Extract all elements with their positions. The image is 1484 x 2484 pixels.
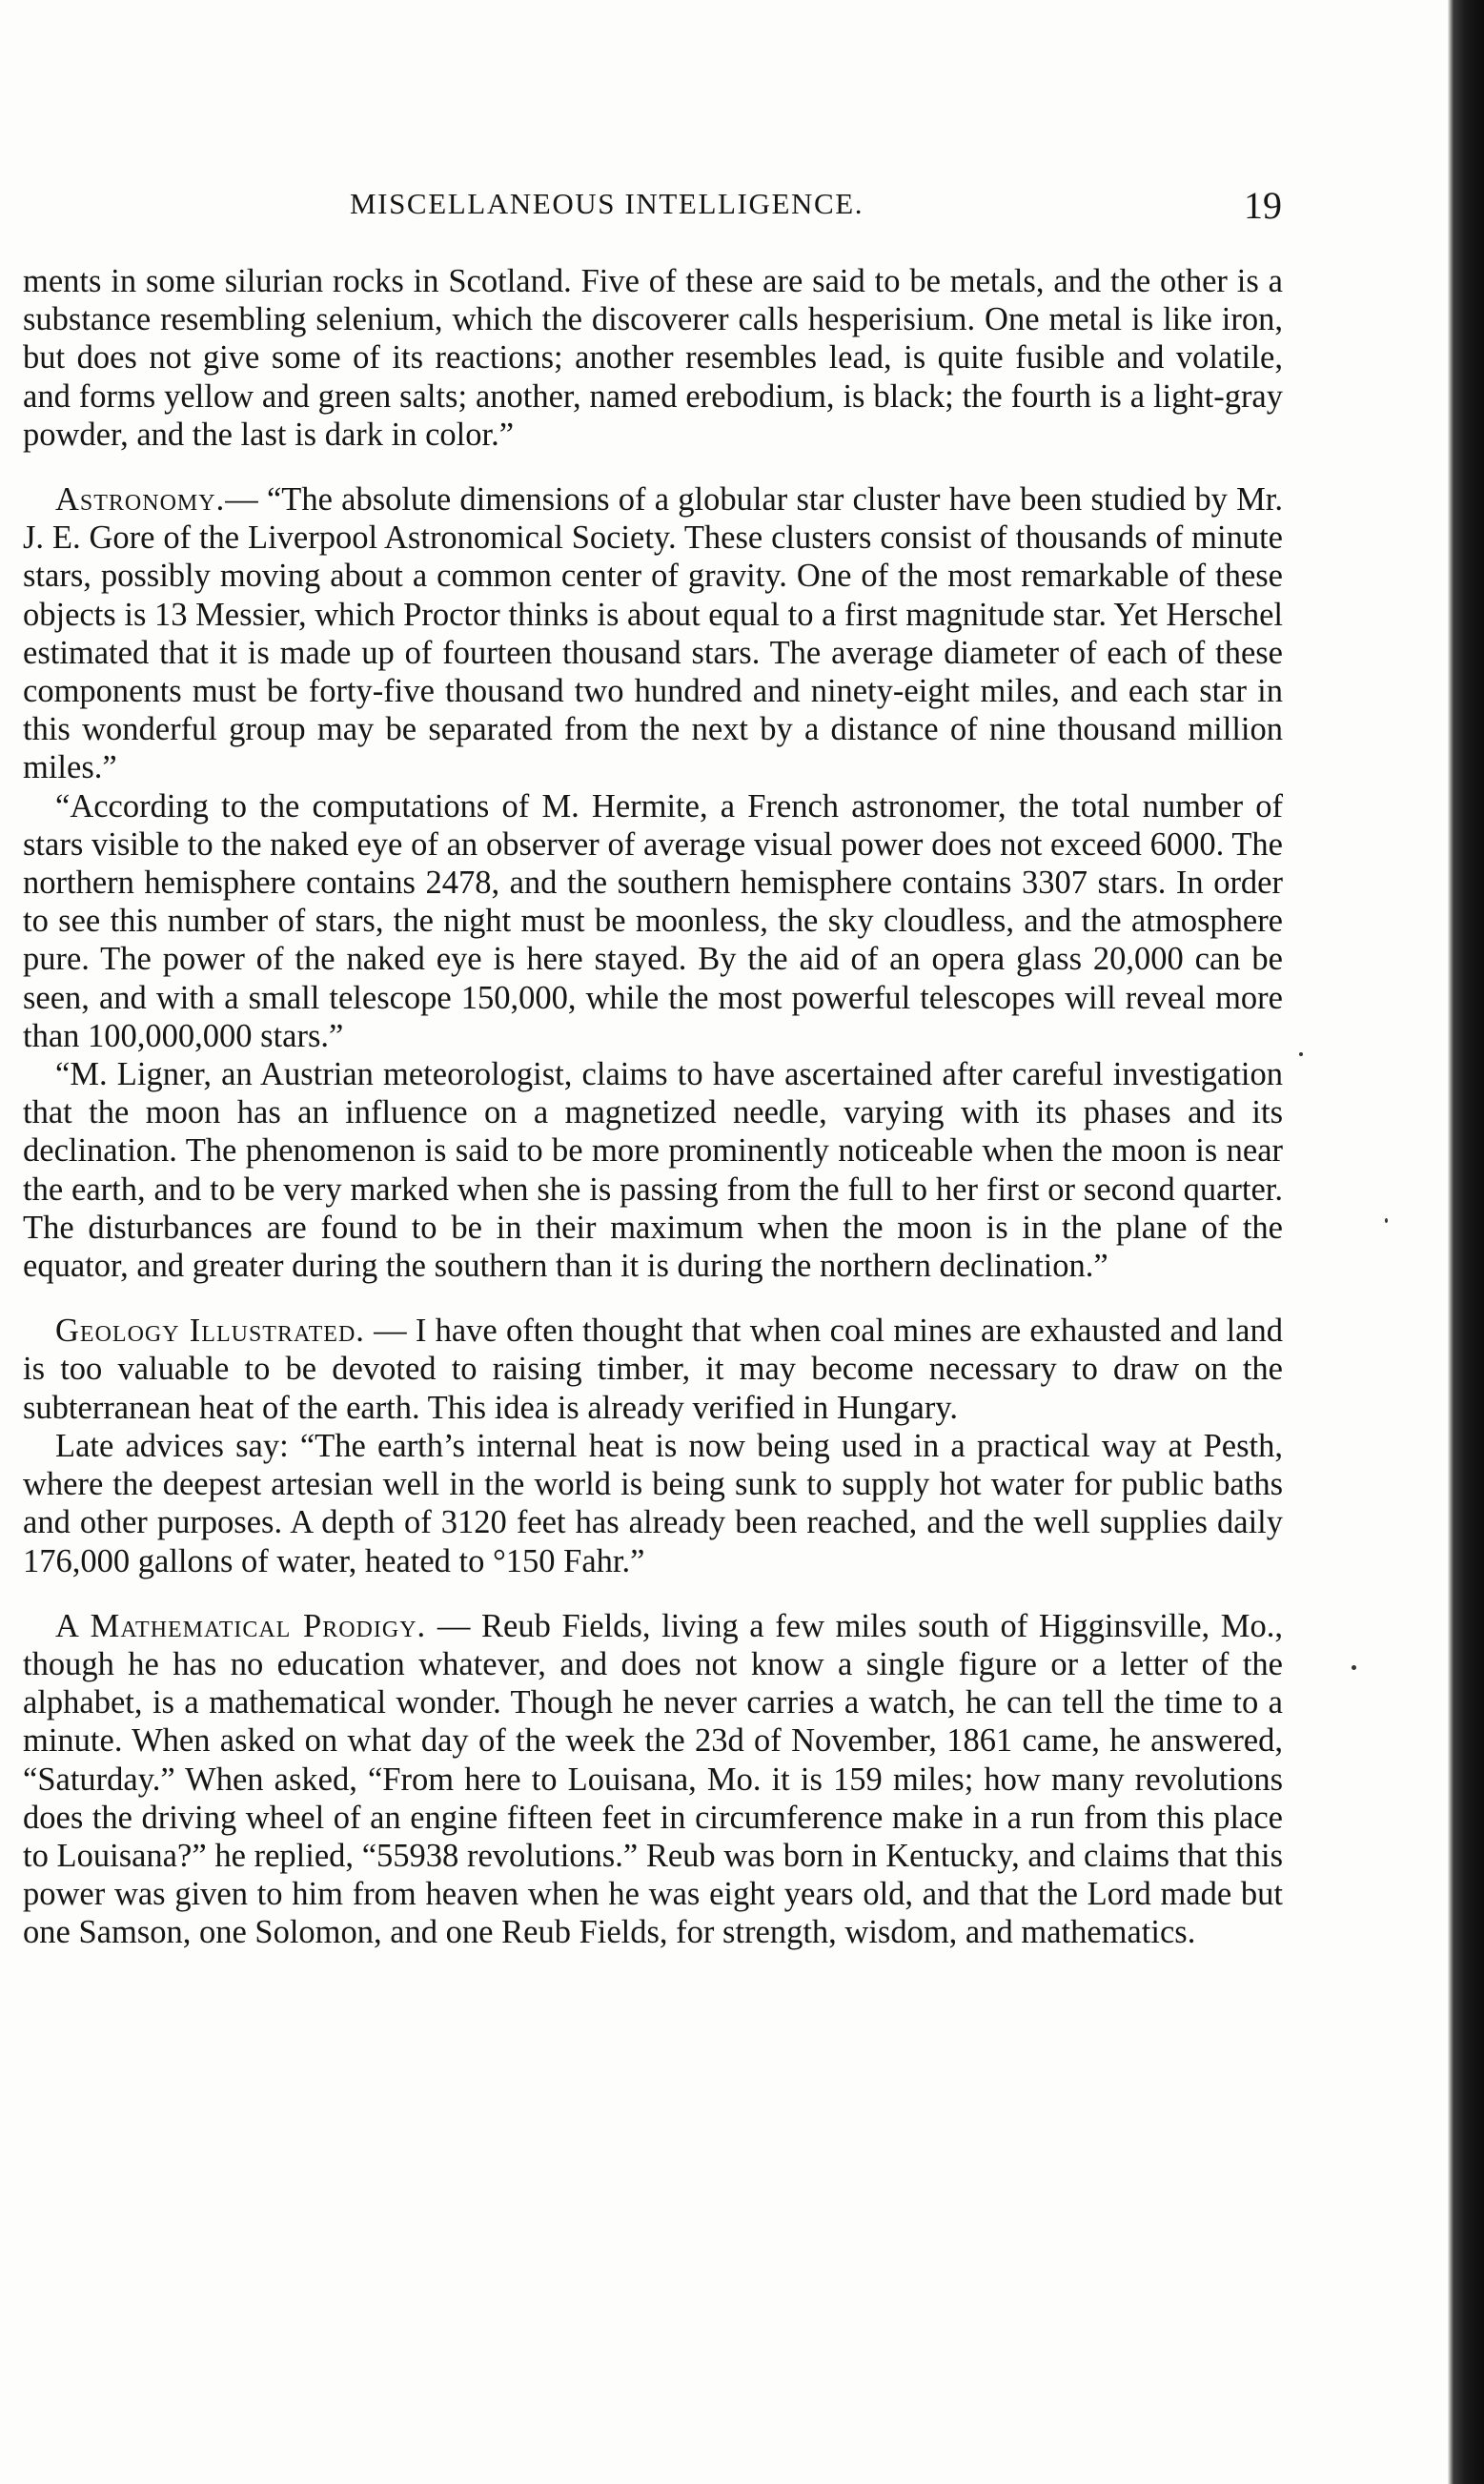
section-heading-astronomy: Astronomy.: [55, 481, 226, 519]
scan-speck: [1385, 1218, 1388, 1223]
paragraph-text: “M. Ligner, an Austrian meteorologist, claims to have ascertained after careful investigation that the moon has an influence on a magnetized needle, varying with its phases and its declination. The phenomenon is said to be more prominently noticeable when the moon is near the earth, and to be very marked when she is passing from the full to her first or second quarter. The disturbances are found to be in their maximum when the moon is in the plane of the equator, and greater during the southern than it is during the northern declination.”: [23, 1056, 1283, 1285]
page-edge-shadow: [1448, 0, 1484, 2484]
paragraph-ligner-moon: [23, 1055, 1283, 1285]
paragraph-text: — “The absolute dimensions of a globular star cluster have been studied by Mr. J. E. Gore of the Liverpool Astronomical Society. These clusters consist of thousands of minute stars, possibly moving about a common center of gravity. One of the most remarkable of these objects is 13 Messier, which Proctor thinks is about equal to a first magnitude star. Yet Herschel estimated that it is made up of fourteen thousand stars. The average diameter of each of these components must be forty-five thousand two hundred and ninety-eight miles, and each star in this wonderful group may be separated from the next by a distance of nine thousand million miles.”: [23, 481, 1283, 786]
paragraph-text: “According to the computations of M. Hermite, a French astronomer, the total number of stars visible to the naked eye of an observer of average visual power does not exceed 6000. The northern hemisphere contains 2478, and the southern hemisphere contains 3307 stars. In order to see this number of stars, the night must be moonless, the sky cloudless, and the atmosphere pure. The power of the naked eye is here stayed. By the aid of an opera glass 20,000 can be seen, and with a small telescope 150,000, while the most powerful telescopes will reveal more than 100,000,000 stars.”: [23, 787, 1283, 1054]
paragraph-text: — Reub Fields, living a few miles south of Higginsville, Mo., though he has no education whatever, and does not know a single figure or a letter of the alphabet, is a mathematical wonder. Though he never carries a watch, he can tell the time to a minute. When asked on what day of the week the 23d of November, 1861 came, he answered, “Saturday.” When asked, “From here to Louisana, Mo. it is 159 miles; how many revolutions does the driving wheel of an engine fifteen feet in circumference make in a run from this place to Louisana?” he replied, “55938 revolutions.” Reub was born in Kentucky, and claims that this power was given to him from heaven when he was eight years old, and that the Lord made but one Samson, one Solomon, and one Reub Fields, for strength, wisdom, and mathematics.: [23, 1607, 1283, 1951]
paragraph-pesth-well: [23, 1427, 1283, 1580]
section-heading-geology: Geology Illustrated.: [55, 1313, 365, 1350]
paragraph-astronomy: [23, 480, 1283, 787]
running-title: MISCELLANEOUS INTELLIGENCE.: [350, 187, 864, 220]
paragraph-silurian-metals: [23, 262, 1283, 454]
paragraph-text: ments in some silurian rocks in Scotland. Five of these are said to be metals, and the other is a substance resembling selenium, which the discoverer calls hesperisium. One metal is like iron, but does not give some of its reactions; another resembles lead, is quite fusible and volatile, and forms yellow and green salts; another, named erebodium, is black; the fourth is a light-gray powder, and the last is dark in color.”: [23, 263, 1283, 453]
running-head: [0, 183, 1301, 233]
paragraph-hermite-stars: [23, 787, 1283, 1055]
paragraph-text: — I have often thought that when coal mines are exhausted and land is too valuable to be devoted to raising timber, it may become necessary to draw on the subterranean heat of the earth. This idea is already verified in Hungary.: [23, 1313, 1283, 1426]
page-number: 19: [1244, 184, 1282, 227]
paragraph-text: Late advices say: “The earth’s internal heat is now being used in a practical way at Pesth, where the deepest artesian well in the world is being sunk to supply hot water for public baths and other purposes. A depth of 3120 feet has already been reached, and the well supplies daily 176,000 gallons of water, heated to °150 Fahr.”: [23, 1427, 1283, 1579]
paragraph-geology: [23, 1312, 1283, 1427]
scan-speck: [1352, 1665, 1356, 1670]
scan-speck: [1299, 1052, 1303, 1056]
article-body: [23, 262, 1283, 1952]
section-heading-prodigy: A Mathematical Prodigy.: [55, 1607, 427, 1644]
paragraph-mathematical-prodigy: [23, 1607, 1283, 1952]
